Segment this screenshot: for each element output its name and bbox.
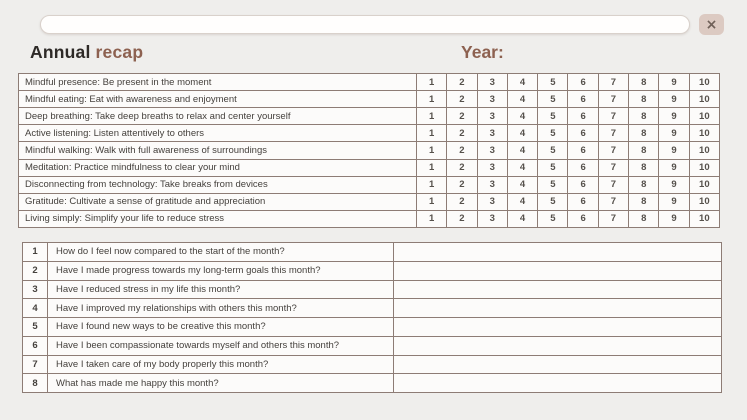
rating-row (19, 74, 720, 91)
rating-cell[interactable]: 3 (477, 108, 507, 125)
rating-cell[interactable]: 8 (629, 108, 659, 125)
question-number-cell: 7 (23, 355, 48, 374)
answer-cell[interactable] (394, 243, 722, 262)
rating-cell[interactable]: 9 (659, 193, 689, 210)
rating-cell[interactable]: 9 (659, 108, 689, 125)
rating-cell[interactable]: 7 (598, 91, 628, 108)
rating-row (19, 125, 720, 142)
rating-cell[interactable]: 3 (477, 159, 507, 176)
rating-cell[interactable]: 6 (568, 74, 598, 91)
question-text-cell: Have I made progress towards my long-term goals this month? (48, 261, 394, 280)
question-text-cell: Have I found new ways to be creative this month? (48, 318, 394, 337)
question-number-cell: 8 (23, 374, 48, 393)
question-text-cell: Have I improved my relationships with others this month? (48, 299, 394, 318)
rating-cell[interactable]: 9 (659, 142, 689, 159)
question-row (23, 336, 722, 355)
rating-table-body (19, 74, 720, 228)
top-text-input[interactable] (40, 15, 690, 34)
rating-cell[interactable]: 4 (507, 159, 537, 176)
question-text-cell: What has made me happy this month? (48, 374, 394, 393)
statement-cell: Mindful walking: Walk with full awareness of surroundings (19, 142, 417, 159)
statement-cell: Living simply: Simplify your life to reduce stress (19, 210, 417, 227)
rating-cell[interactable]: 4 (507, 74, 537, 91)
rating-cell[interactable]: 1 (417, 193, 447, 210)
rating-row (19, 193, 720, 210)
rating-row (19, 210, 720, 227)
year-label: Year: (461, 42, 504, 62)
statement-cell: Disconnecting from technology: Take breaks from devices (19, 176, 417, 193)
rating-cell[interactable]: 9 (659, 176, 689, 193)
answer-cell[interactable] (394, 299, 722, 318)
rating-cell[interactable]: 3 (477, 142, 507, 159)
question-row (23, 299, 722, 318)
rating-cell[interactable]: 8 (629, 210, 659, 227)
question-text-cell: Have I taken care of my body properly this month? (48, 355, 394, 374)
monthly-questions-table (22, 242, 722, 393)
question-row (23, 374, 722, 393)
mindfulness-rating-table (18, 73, 720, 228)
question-row (23, 318, 722, 337)
rating-cell[interactable]: 5 (538, 125, 568, 142)
rating-cell[interactable]: 1 (417, 108, 447, 125)
question-row (23, 261, 722, 280)
rating-row (19, 176, 720, 193)
close-icon: × (705, 16, 718, 33)
rating-cell[interactable]: 6 (568, 142, 598, 159)
rating-cell[interactable]: 4 (507, 142, 537, 159)
rating-cell[interactable]: 6 (568, 176, 598, 193)
rating-cell[interactable]: 6 (568, 159, 598, 176)
rating-cell[interactable]: 8 (629, 176, 659, 193)
question-text-cell: Have I been compassionate towards myself and others this month? (48, 336, 394, 355)
question-text-cell: How do I feel now compared to the start of the month? (48, 243, 394, 262)
rating-cell[interactable]: 4 (507, 176, 537, 193)
rating-cell[interactable]: 1 (417, 210, 447, 227)
statement-cell: Gratitude: Cultivate a sense of gratitude and appreciation (19, 193, 417, 210)
rating-cell[interactable]: 1 (417, 142, 447, 159)
rating-cell[interactable]: 4 (507, 91, 537, 108)
questions-table-body (23, 243, 722, 393)
statement-cell: Active listening: Listen attentively to others (19, 125, 417, 142)
rating-cell[interactable]: 1 (417, 125, 447, 142)
close-button[interactable] (699, 14, 724, 35)
rating-cell[interactable]: 10 (689, 125, 719, 142)
rating-cell[interactable]: 5 (538, 74, 568, 91)
rating-cell[interactable]: 10 (689, 176, 719, 193)
rating-cell[interactable]: 9 (659, 210, 689, 227)
rating-cell[interactable]: 10 (689, 210, 719, 227)
rating-cell[interactable]: 9 (659, 159, 689, 176)
rating-cell[interactable]: 5 (538, 159, 568, 176)
rating-cell[interactable]: 10 (689, 159, 719, 176)
rating-cell[interactable]: 3 (477, 74, 507, 91)
rating-row (19, 91, 720, 108)
rating-cell[interactable]: 10 (689, 91, 719, 108)
rating-cell[interactable]: 7 (598, 176, 628, 193)
rating-cell[interactable]: 6 (568, 193, 598, 210)
rating-cell[interactable]: 7 (598, 108, 628, 125)
question-row (23, 243, 722, 262)
rating-cell[interactable]: 8 (629, 142, 659, 159)
rating-cell[interactable]: 1 (417, 91, 447, 108)
rating-cell[interactable]: 5 (538, 193, 568, 210)
page-title-recap: recap (95, 42, 144, 62)
question-number-cell: 2 (23, 261, 48, 280)
rating-cell[interactable]: 8 (629, 91, 659, 108)
question-number-cell: 3 (23, 280, 48, 299)
rating-cell[interactable]: 7 (598, 210, 628, 227)
statement-cell: Mindful eating: Eat with awareness and enjoyment (19, 91, 417, 108)
rating-cell[interactable]: 10 (689, 142, 719, 159)
rating-cell[interactable]: 4 (507, 125, 537, 142)
rating-cell[interactable]: 2 (447, 193, 477, 210)
answer-cell[interactable] (394, 318, 722, 337)
question-text-cell: Have I reduced stress in my life this month? (48, 280, 394, 299)
question-number-cell: 1 (23, 243, 48, 262)
question-row (23, 355, 722, 374)
rating-cell[interactable]: 7 (598, 142, 628, 159)
answer-cell[interactable] (394, 374, 722, 393)
rating-cell[interactable]: 10 (689, 74, 719, 91)
rating-cell[interactable]: 10 (689, 193, 719, 210)
page-title (30, 42, 143, 63)
rating-cell[interactable]: 1 (417, 74, 447, 91)
statement-cell: Deep breathing: Take deep breaths to relax and center yourself (19, 108, 417, 125)
rating-cell[interactable]: 3 (477, 210, 507, 227)
rating-cell[interactable]: 5 (538, 176, 568, 193)
rating-cell[interactable]: 2 (447, 108, 477, 125)
rating-cell[interactable]: 5 (538, 142, 568, 159)
rating-cell[interactable]: 4 (507, 210, 537, 227)
rating-cell[interactable]: 10 (689, 108, 719, 125)
rating-cell[interactable]: 7 (598, 125, 628, 142)
rating-cell[interactable]: 8 (629, 159, 659, 176)
rating-cell[interactable]: 6 (568, 108, 598, 125)
rating-cell[interactable]: 3 (477, 193, 507, 210)
rating-cell[interactable]: 2 (447, 176, 477, 193)
rating-cell[interactable]: 5 (538, 108, 568, 125)
question-number-cell: 4 (23, 299, 48, 318)
rating-cell[interactable]: 2 (447, 210, 477, 227)
rating-row (19, 142, 720, 159)
rating-cell[interactable]: 2 (447, 125, 477, 142)
rating-cell[interactable]: 5 (538, 210, 568, 227)
answer-cell[interactable] (394, 280, 722, 299)
rating-cell[interactable]: 9 (659, 91, 689, 108)
rating-cell[interactable]: 9 (659, 125, 689, 142)
rating-cell[interactable]: 9 (659, 74, 689, 91)
rating-cell[interactable]: 7 (598, 193, 628, 210)
rating-cell[interactable]: 4 (507, 108, 537, 125)
statement-cell: Meditation: Practice mindfulness to clear your mind (19, 159, 417, 176)
rating-cell[interactable]: 1 (417, 176, 447, 193)
rating-cell[interactable]: 3 (477, 91, 507, 108)
rating-cell[interactable]: 2 (447, 159, 477, 176)
answer-cell[interactable] (394, 261, 722, 280)
rating-cell[interactable]: 3 (477, 176, 507, 193)
rating-cell[interactable]: 2 (447, 91, 477, 108)
rating-cell[interactable]: 4 (507, 193, 537, 210)
rating-cell[interactable]: 8 (629, 74, 659, 91)
rating-cell[interactable]: 2 (447, 74, 477, 91)
question-number-cell: 6 (23, 336, 48, 355)
answer-cell[interactable] (394, 355, 722, 374)
rating-cell[interactable]: 2 (447, 142, 477, 159)
question-number-cell: 5 (23, 318, 48, 337)
rating-row (19, 159, 720, 176)
rating-cell[interactable]: 5 (538, 91, 568, 108)
page-title-annual: Annual (30, 42, 91, 62)
rating-cell[interactable]: 8 (629, 125, 659, 142)
statement-cell: Mindful presence: Be present in the moment (19, 74, 417, 91)
rating-cell[interactable]: 1 (417, 159, 447, 176)
rating-cell[interactable]: 7 (598, 74, 628, 91)
rating-cell[interactable]: 6 (568, 210, 598, 227)
rating-cell[interactable]: 7 (598, 159, 628, 176)
rating-cell[interactable]: 8 (629, 193, 659, 210)
rating-cell[interactable]: 6 (568, 125, 598, 142)
rating-cell[interactable]: 6 (568, 91, 598, 108)
answer-cell[interactable] (394, 336, 722, 355)
question-row (23, 280, 722, 299)
rating-row (19, 108, 720, 125)
rating-cell[interactable]: 3 (477, 125, 507, 142)
